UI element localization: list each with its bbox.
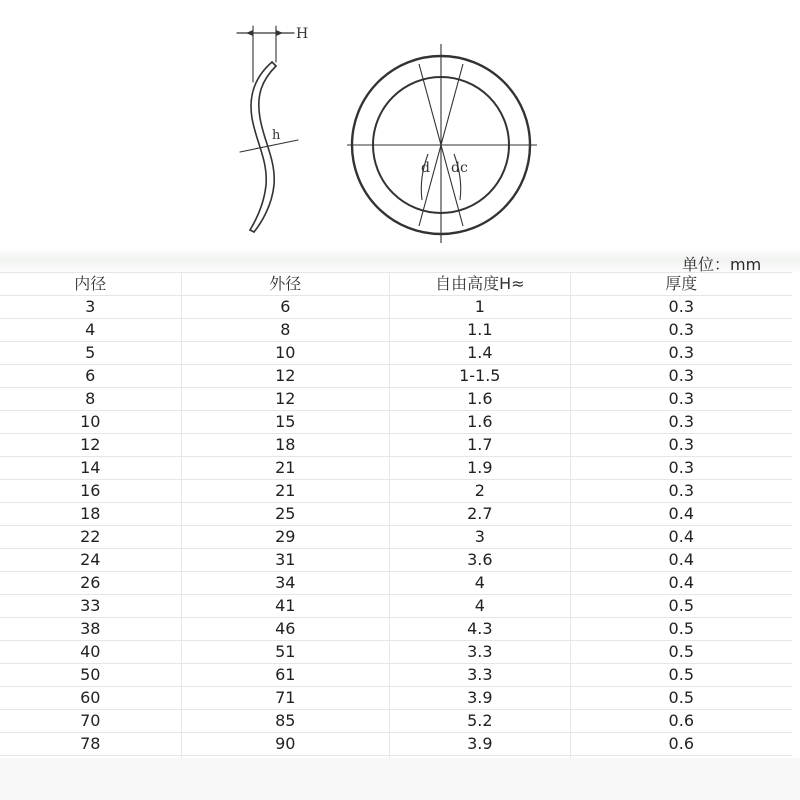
inner-diameter-cell: 12	[0, 434, 182, 456]
label-d: d	[421, 160, 430, 176]
free-height-cell: 1.1	[390, 319, 571, 341]
table-row	[0, 410, 792, 433]
label-H: H	[296, 26, 309, 42]
free-height-cell: 2	[390, 480, 571, 502]
table-header-row	[0, 272, 792, 295]
thickness-cell: 0.3	[668, 435, 694, 454]
side-view	[237, 26, 298, 232]
thickness-cell: 0.3	[668, 389, 694, 408]
inner-diameter-cell: 38	[0, 618, 182, 640]
table-row	[0, 341, 792, 364]
thickness-cell: 0.5	[668, 619, 694, 638]
free-height-cell: 3.3	[390, 664, 571, 686]
table-row	[0, 571, 792, 594]
outer-diameter-cell: 12	[182, 365, 390, 387]
outer-diameter-cell: 25	[182, 503, 390, 525]
thickness-cell: 0.6	[668, 734, 694, 753]
table-row	[0, 709, 792, 732]
thickness-cell: 0.3	[668, 481, 694, 500]
inner-diameter-cell: 78	[0, 733, 182, 755]
inner-diameter-cell: 50	[0, 664, 182, 686]
outer-diameter-cell: 71	[182, 687, 390, 709]
thickness-cell: 0.5	[668, 688, 694, 707]
free-height-cell: 3.6	[390, 549, 571, 571]
table-row	[0, 686, 792, 709]
free-height-cell: 3.9	[390, 687, 571, 709]
inner-diameter-cell: 60	[0, 687, 182, 709]
table-row	[0, 433, 792, 456]
wave-washer-drawing	[0, 0, 800, 250]
thickness-cell: 0.5	[668, 596, 694, 615]
label-h: h	[272, 128, 281, 143]
table-row	[0, 594, 792, 617]
inner-diameter-cell: 10	[0, 411, 182, 433]
table-row	[0, 479, 792, 502]
free-height-cell: 3	[390, 526, 571, 548]
free-height-cell: 1-1.5	[390, 365, 571, 387]
inner-diameter-cell: 3	[0, 296, 182, 318]
thickness-cell: 0.4	[668, 527, 694, 546]
table-row	[0, 663, 792, 686]
outer-diameter-cell: 21	[182, 457, 390, 479]
thickness-cell: 0.4	[668, 550, 694, 569]
table-row	[0, 364, 792, 387]
table-row	[0, 502, 792, 525]
outer-diameter-cell: 46	[182, 618, 390, 640]
header-outer-diameter: 外径	[182, 273, 390, 295]
front-view	[347, 44, 537, 243]
thickness-cell: 0.6	[668, 711, 694, 730]
table-row	[0, 640, 792, 663]
inner-diameter-cell: 18	[0, 503, 182, 525]
outer-diameter-cell: 41	[182, 595, 390, 617]
outer-diameter-cell: 29	[182, 526, 390, 548]
table-body	[0, 295, 792, 779]
table-row	[0, 617, 792, 640]
outer-diameter-cell: 90	[182, 733, 390, 755]
header-thickness: 厚度	[665, 274, 698, 293]
outer-diameter-cell: 12	[182, 388, 390, 410]
outer-diameter-cell: 10	[182, 342, 390, 364]
inner-diameter-cell: 8	[0, 388, 182, 410]
header-inner-diameter: 内径	[0, 273, 182, 295]
outer-diameter-cell: 85	[182, 710, 390, 732]
inner-diameter-cell: 14	[0, 457, 182, 479]
inner-diameter-cell: 26	[0, 572, 182, 594]
thickness-cell: 0.3	[668, 320, 694, 339]
outer-diameter-cell: 18	[182, 434, 390, 456]
thickness-cell: 0.5	[668, 642, 694, 661]
thickness-cell: 0.3	[668, 412, 694, 431]
free-height-cell: 3.3	[390, 641, 571, 663]
table-row	[0, 387, 792, 410]
free-height-cell: 5.2	[390, 710, 571, 732]
free-height-cell: 1.6	[390, 388, 571, 410]
outer-diameter-cell: 21	[182, 480, 390, 502]
outer-diameter-cell: 51	[182, 641, 390, 663]
free-height-cell: 4	[390, 572, 571, 594]
table-row	[0, 548, 792, 571]
thickness-cell: 0.3	[668, 343, 694, 362]
free-height-cell: 4.3	[390, 618, 571, 640]
inner-diameter-cell: 24	[0, 549, 182, 571]
free-height-cell: 1.9	[390, 457, 571, 479]
outer-diameter-cell: 15	[182, 411, 390, 433]
free-height-cell: 1	[390, 296, 571, 318]
outer-diameter-cell: 31	[182, 549, 390, 571]
inner-diameter-cell: 40	[0, 641, 182, 663]
free-height-cell: 1.6	[390, 411, 571, 433]
thickness-cell: 0.4	[668, 504, 694, 523]
thickness-cell: 0.3	[668, 458, 694, 477]
free-height-cell: 1.7	[390, 434, 571, 456]
inner-diameter-cell: 16	[0, 480, 182, 502]
unit-label: 单位：mm	[682, 255, 762, 274]
free-height-cell: 1.4	[390, 342, 571, 364]
free-height-cell: 3.9	[390, 733, 571, 755]
free-height-cell: 4	[390, 595, 571, 617]
outer-diameter-cell: 61	[182, 664, 390, 686]
table-row	[0, 456, 792, 479]
table-row	[0, 525, 792, 548]
inner-diameter-cell: 22	[0, 526, 182, 548]
outer-diameter-cell: 6	[182, 296, 390, 318]
thickness-cell: 0.5	[668, 665, 694, 684]
inner-diameter-cell: 6	[0, 365, 182, 387]
thickness-cell: 0.4	[668, 573, 694, 592]
label-dc: dc	[451, 160, 468, 176]
inner-diameter-cell: 70	[0, 710, 182, 732]
thickness-cell: 0.3	[668, 366, 694, 385]
spec-table	[0, 272, 792, 779]
table-row	[0, 318, 792, 341]
section-divider	[0, 248, 800, 274]
outer-diameter-cell: 34	[182, 572, 390, 594]
inner-diameter-cell: 5	[0, 342, 182, 364]
table-row	[0, 732, 792, 755]
inner-diameter-cell: 33	[0, 595, 182, 617]
table-row	[0, 295, 792, 318]
outer-diameter-cell: 8	[182, 319, 390, 341]
inner-diameter-cell: 4	[0, 319, 182, 341]
thickness-cell: 0.3	[668, 297, 694, 316]
footer-strip	[0, 758, 800, 800]
free-height-cell: 2.7	[390, 503, 571, 525]
header-free-height: 自由高度H≈	[390, 273, 571, 295]
